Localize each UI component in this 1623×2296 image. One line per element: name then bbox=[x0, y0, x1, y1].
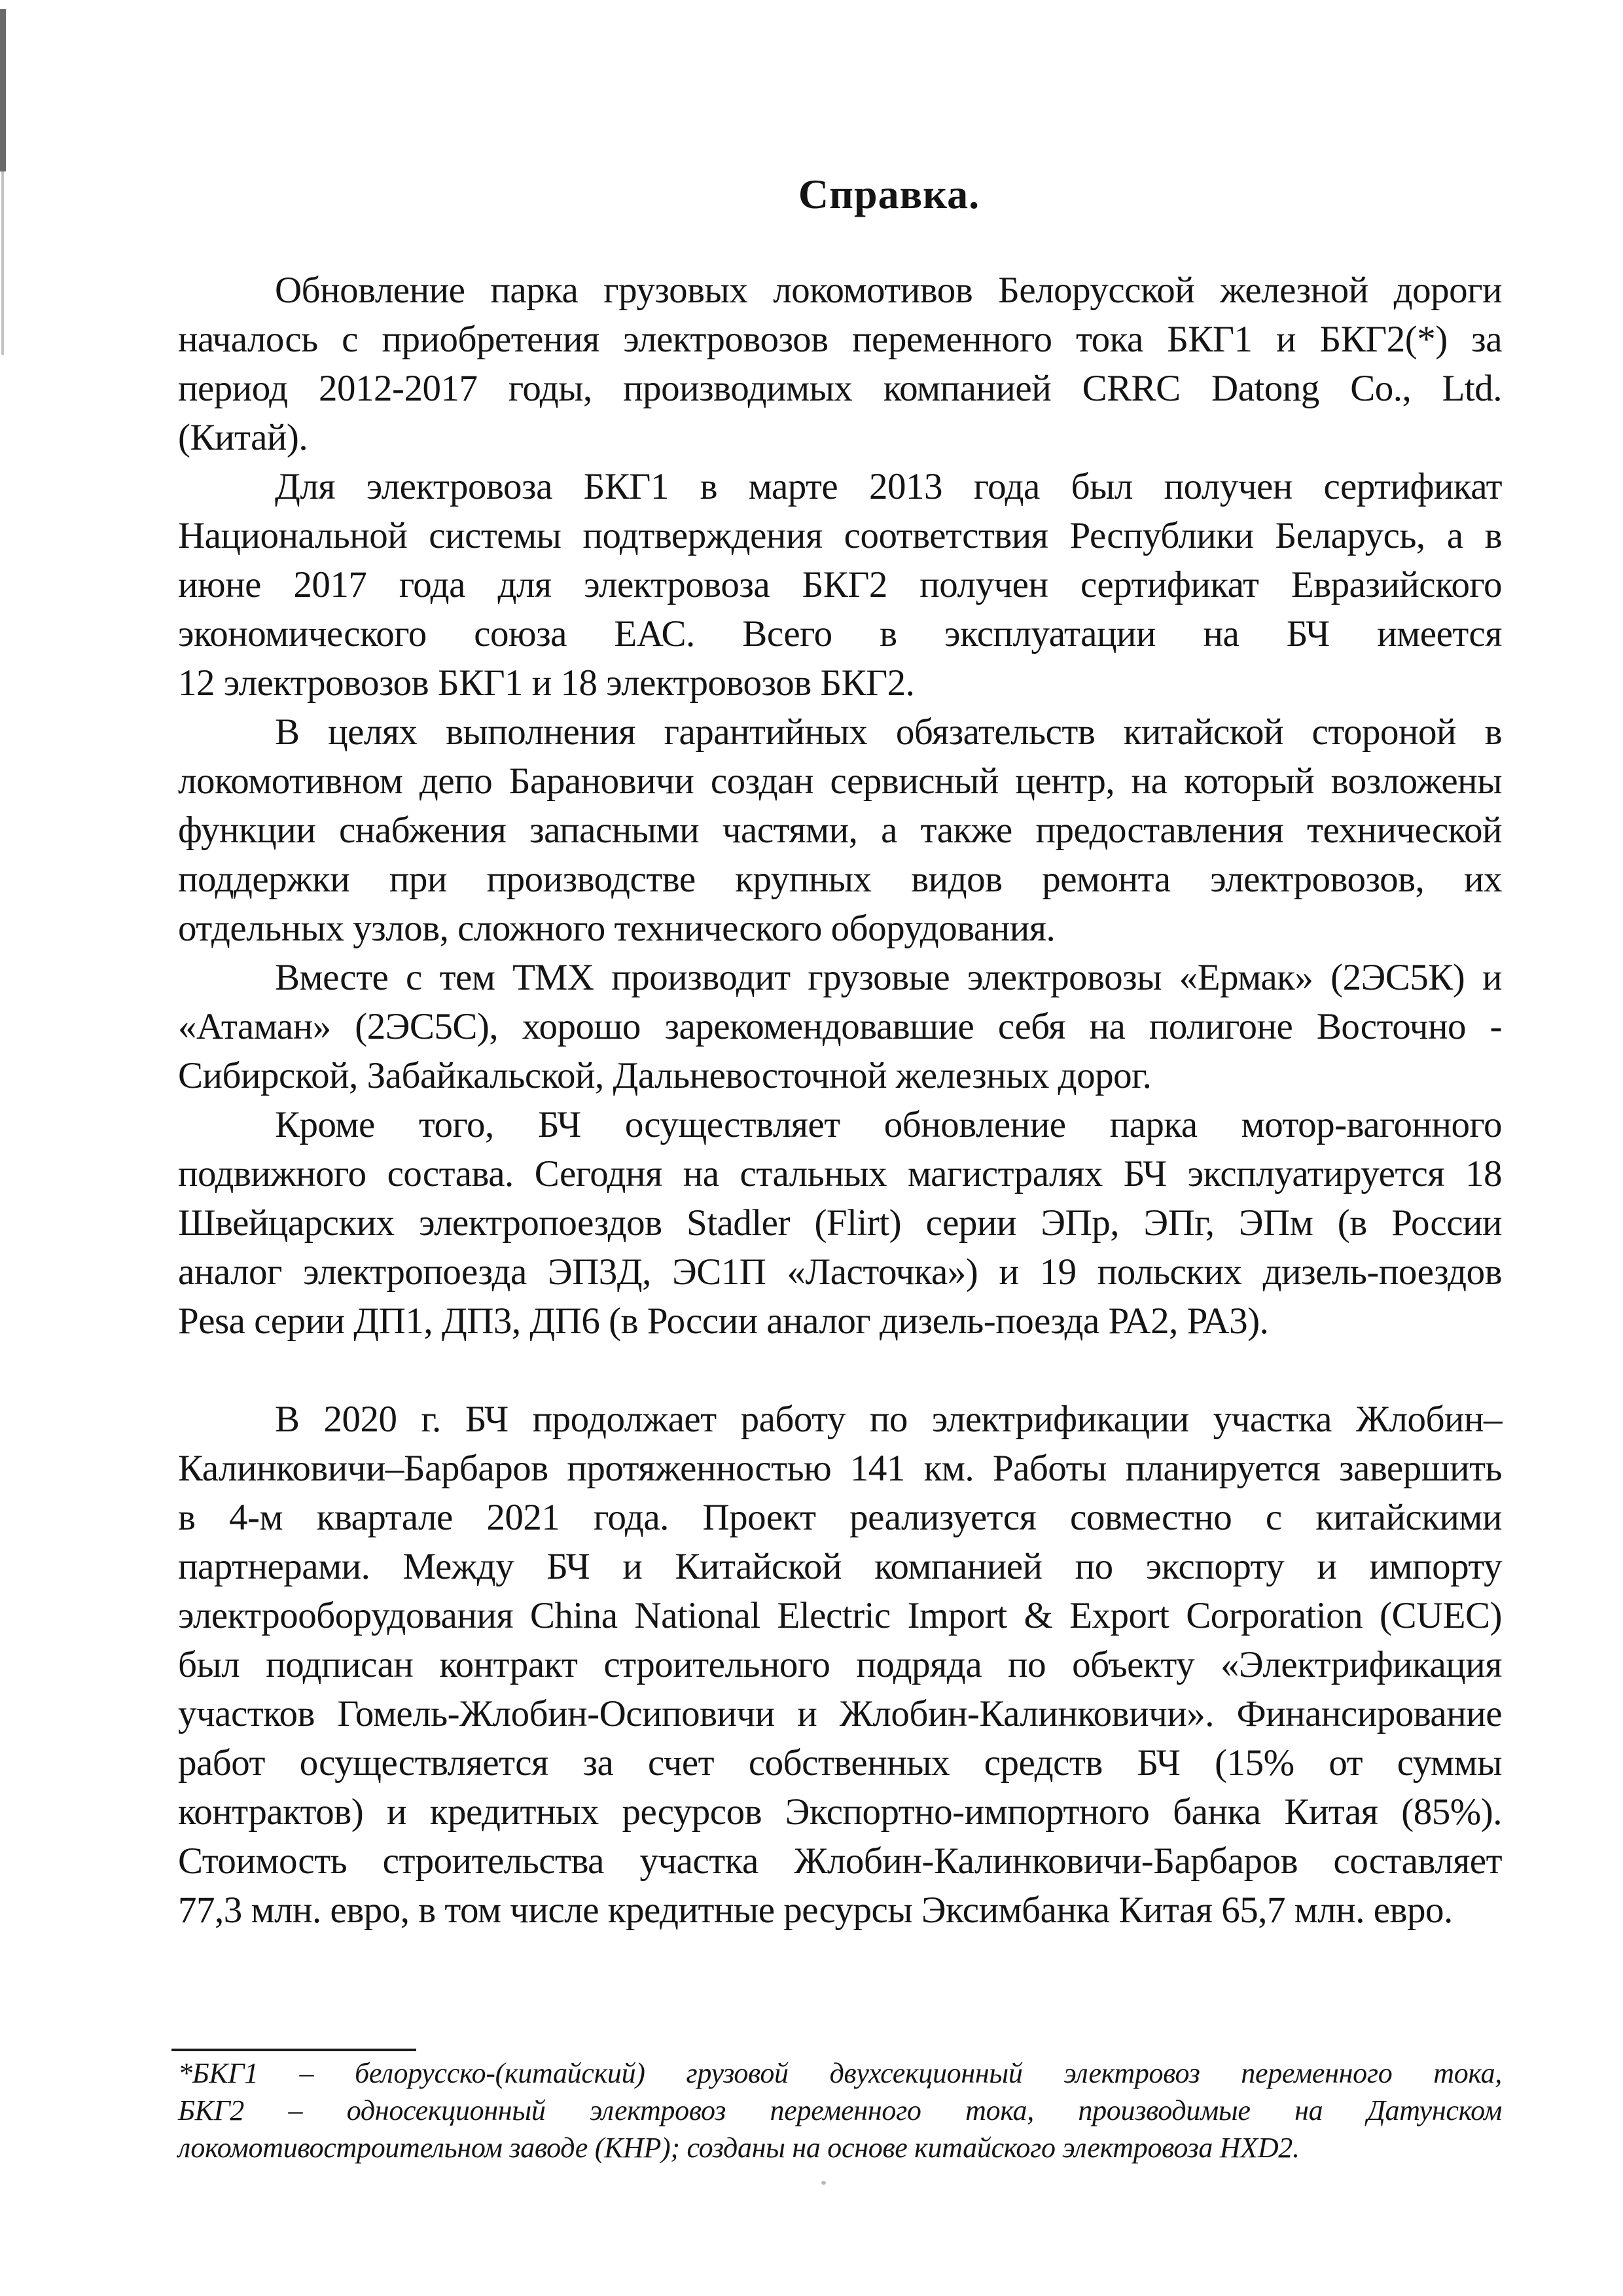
text-line: был подписан контракт строительного подряда по объекту «Электрификация bbox=[178, 1644, 1502, 1685]
text-line: Калинковичи–Барбаров протяженностью 141 км. Работы планируется завершить bbox=[178, 1448, 1502, 1489]
text-line: контрактов) и кредитных ресурсов Экспортно-импортного банка Китая (85%). bbox=[178, 1791, 1502, 1833]
text-line: июне 2017 года для электровоза БКГ2 получен сертификат Евразийского bbox=[178, 564, 1502, 605]
document-title: Справка. bbox=[798, 171, 980, 217]
paragraph-electrification-2020 bbox=[178, 1395, 1502, 1935]
scan-speck-artifact bbox=[821, 2181, 826, 2185]
text-line: отдельных узлов, сложного технического оборудования. bbox=[178, 908, 1056, 949]
text-line: 12 электровозов БКГ1 и 18 электровозов БКГ2. bbox=[178, 662, 915, 704]
text-line: Кроме того, БЧ осуществляет обновление парка мотор-вагонного bbox=[275, 1104, 1502, 1145]
text-line: Сибирской, Забайкальской, Дальневосточной железных дорог. bbox=[178, 1055, 1152, 1096]
text-line: локомотивном депо Барановичи создан сервисный центр, на который возложены bbox=[178, 761, 1502, 802]
scan-edge-artifact bbox=[0, 9, 6, 171]
text-line: БКГ2 – односекционный электровоз переменного тока, производимые на Датунском bbox=[178, 2094, 1502, 2126]
text-line: Стоимость строительства участка Жлобин-Калинковичи-Барбаров составляет bbox=[178, 1840, 1502, 1882]
text-line: партнерами. Между БЧ и Китайской компанией по экспорту и импорту bbox=[178, 1546, 1502, 1587]
text-line: Pesa серии ДП1, ДП3, ДП6 (в России аналог дизель-поезда РА2, РА3). bbox=[178, 1300, 1269, 1342]
paragraph-tmh-locomotives bbox=[178, 953, 1502, 1100]
text-line: участков Гомель-Жлобин-Осиповичи и Жлобин-Калинковичи». Финансирование bbox=[178, 1693, 1502, 1734]
text-line: экономического союза ЕАС. Всего в эксплуатации на БЧ имеется bbox=[178, 613, 1502, 655]
paragraph-fleet-renewal bbox=[178, 266, 1502, 462]
text-line: период 2012-2017 годы, производимых компанией CRRC Datong Co., Ltd. bbox=[178, 368, 1502, 409]
text-line: В целях выполнения гарантийных обязательств китайской стороной в bbox=[275, 711, 1502, 753]
text-line: локомотивостроительном заводе (КНР); созданы на основе китайского электровоза HXD2. bbox=[178, 2132, 1300, 2164]
text-line: в 4-м квартале 2021 года. Проект реализуется совместно с китайскими bbox=[178, 1497, 1502, 1538]
text-line: Швейцарских электропоездов Stadler (Flirt) серии ЭПр, ЭПг, ЭПм (в России bbox=[178, 1202, 1502, 1244]
text-line: Вместе с тем ТМХ производит грузовые электровозы «Ермак» (2ЭС5К) и bbox=[275, 957, 1502, 998]
text-line: функции снабжения запасными частями, а также предоставления технической bbox=[178, 810, 1502, 851]
text-line: работ осуществляется за счет собственных средств БЧ (15% от суммы bbox=[178, 1742, 1502, 1784]
text-line: Национальной системы подтверждения соответствия Республики Беларусь, а в bbox=[178, 515, 1502, 556]
text-line: «Атаман» (2ЭС5С), хорошо зарекомендовавшие себя на полигоне Восточно - bbox=[178, 1006, 1502, 1047]
paragraph-certificates bbox=[178, 462, 1502, 708]
footnote bbox=[178, 2054, 1502, 2166]
text-line: Обновление парка грузовых локомотивов Белорусской железной дороги bbox=[275, 270, 1502, 311]
paragraph-service-center bbox=[178, 708, 1502, 953]
text-line: 77,3 млн. евро, в том числе кредитные ресурсы Эксимбанка Китая 65,7 млн. евро. bbox=[178, 1890, 1453, 1931]
text-line: электрооборудования China National Electric Import & Export Corporation (CUEC) bbox=[178, 1595, 1502, 1636]
text-line: (Китай). bbox=[178, 417, 308, 458]
text-line: подвижного состава. Сегодня на стальных магистралях БЧ эксплуатируется 18 bbox=[178, 1153, 1502, 1194]
text-line: аналог электропоезда ЭП3Д, ЭС1П «Ласточка») и 19 польских дизель-поездов bbox=[178, 1251, 1502, 1293]
text-line: В 2020 г. БЧ продолжает работу по электрификации участка Жлобин– bbox=[275, 1399, 1502, 1440]
text-line: началось с приобретения электровозов переменного тока БКГ1 и БКГ2(*) за bbox=[178, 319, 1502, 360]
scan-edge-artifact-faint bbox=[1, 171, 4, 355]
text-line: *БКГ1 – белорусско-(китайский) грузовой двухсекционный электровоз переменного тока, bbox=[178, 2057, 1502, 2089]
footnote-separator-rule bbox=[171, 2049, 416, 2051]
text-line: поддержки при производстве крупных видов ремонта электровозов, их bbox=[178, 859, 1502, 900]
text-line: Для электровоза БКГ1 в марте 2013 года был получен сертификат bbox=[275, 466, 1502, 507]
paragraph-multiple-unit-fleet bbox=[178, 1100, 1502, 1346]
